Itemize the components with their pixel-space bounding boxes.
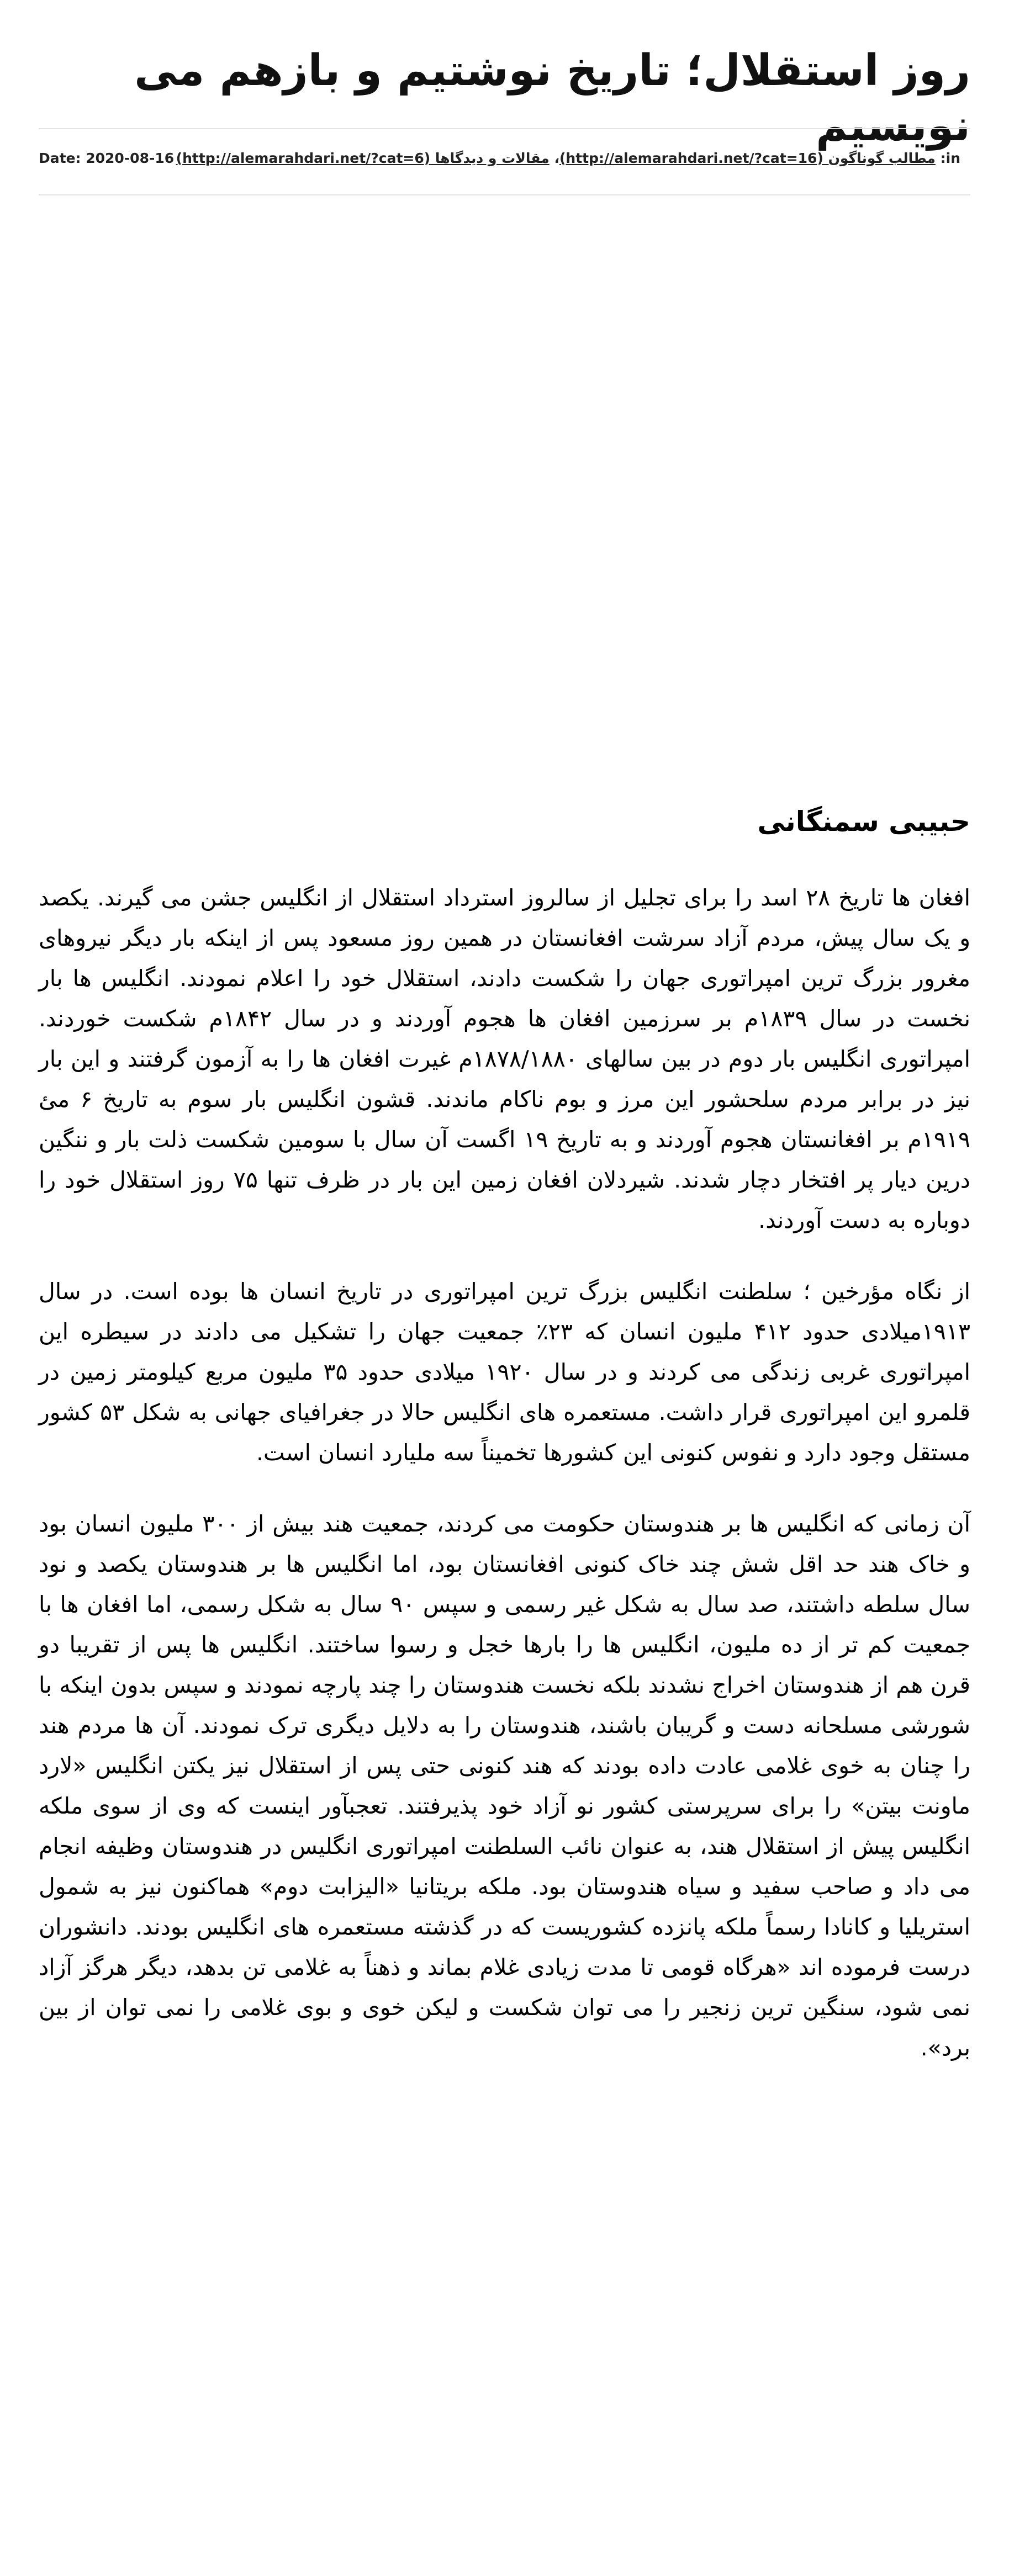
article-title: روز استقلال؛ تاریخ نوشتیم و بازهم می نویسیم bbox=[134, 46, 970, 151]
category-link-misc[interactable]: مطالب گوناگون (http://alemarahdari.net/?cat=16) bbox=[559, 150, 936, 166]
article-meta-bar bbox=[39, 128, 970, 195]
article-page bbox=[39, 0, 970, 2576]
article-body bbox=[39, 878, 970, 2099]
in-label: in: bbox=[940, 150, 960, 166]
post-date: Date: 2020-08-16 bbox=[39, 150, 175, 166]
category-links bbox=[176, 150, 960, 166]
article-paragraph-1: افغان ها تاریخ ۲۸ اسد را برای تجلیل از سالروز استرداد استقلال از انگلیس جشن می گیرند. یکصد و یک سال پیش، مردم آزاد سرشت افغانستان در همین روز مسعود پس از اینکه بار دیگر نیروهای مغرور بزرگ ترین امپراتوری جهان را شکست دادند، استقلال خود را اعلام نمودند. انگلیس ها بار نخست در سال ۱۸۳۹م بر سرزمین افغان ها هجوم آوردند و در سال ۱۸۴۲م شکست خوردند. امپراتوری انگلیس بار دوم در بین سالهای ۱۸۷۸/۱۸۸۰م غیرت افغان ها را به آزمون گرفتند و این بار نیز در برابر مردم سلحشور این مرز و بوم ناکام ماندند. قشون انگلیس بار سوم به تاریخ ۶ مئ ۱۹۱۹م بر افغانستان هجوم آوردند و به تاریخ ۱۹ اگست آن سال با سومین شکست ذلت بار و ننگین درین دیار پر افتخار دچار شدند. شیردلان افغان زمین این بار در ظرف تنها ۷۵ روز استقلال خود را دوباره به دست آوردند. bbox=[39, 884, 971, 1233]
category-link-articles[interactable]: مقالات و دیدگاها (http://alemarahdari.net/?cat=6) bbox=[176, 150, 550, 166]
category-separator: ، bbox=[554, 150, 559, 166]
article-paragraph-2: از نگاه مؤرخین ؛ سلطنت انگلیس بزرگ ترین امپراتوری در تاریخ انسان ها بوده است. در سال ۱۹۱۳میلادی حدود ۴۱۲ ملیون انسان که ۲۳٪ جمعیت جهان را تشکیل می دادند در سیطره این امپراتوری غربی زندگی می کردند و در سال ۱۹۲۰ میلادی حدود ۳۵ ملیون مربع کیلومتر زمین در قلمرو این امپراتوری قرار داشت. مستعمره های انگلیس حالا در جغرافیای جهانی به شکل ۵۳ کشور مستقل وجود دارد و نفوس کنونی این کشورها تخمیناً سه ملیارد انسان است. bbox=[39, 1278, 971, 1466]
blank-ad-space bbox=[39, 199, 970, 784]
author-name: حبیبی سمنگانی bbox=[757, 805, 970, 838]
article-paragraph-3: آن زمانی که انگلیس ها بر هندوستان حکومت می کردند، جمعیت هند بیش از ۳۰۰ ملیون انسان بود و خاک هند حد اقل شش چند خاک کنونی افغانستان بود، اما انگلیس ها بر هندوستان یکصد و نود سال سلطه داشتند، صد سال به شکل غیر رسمی و سپس ۹۰ سال به شکل رسمی، اما افغان ها با جمعیت کم تر از ده ملیون، انگلیس ها را بارها خجل و رسوا ساختند. انگلیس ها پس از تقریبا دو قرن هم از هندوستان اخراج نشدند بلکه نخست هندوستان را چند پارچه نمودند و سپس بدون اینکه با شورشی مسلحانه دست و گریبان باشند، هندوستان را به دلایل دیگری ترک نمودند. آن ها مردم هند را چنان به خوی غلامی عادت داده بودند که هند کنونی حتی پس از استقلال نیز یکتن انگلیس «لارد ماونت بیتن» را برای سرپرستی کشور نو آزاد خود پذیرفتند. تعجبآور اینست که وی از سوی ملکه انگلیس پیش از استقلال هند، به عنوان نائب السلطنت امپراتوری انگلیس در هندوستان وظیفه انجام می داد و صاحب سفید و سیاه هندوستان بود. ملکه بریتانیا «الیزابت دوم» هماکنون نیز به شمول استریلیا و کانادا رسماً ملکه پانزده کشوریست که در گذشته مستعمره های انگلیس بودند. دانشوران درست فرموده اند «هرگاه قومی تا مدت زیادی غلام بماند و ذهناً به غلامی تن بدهد، دیگر هرگز آزاد نمی شود، سنگین ترین زنجیر را می توان شکست و لیکن خوی و بوی غلامی را نمی توان از بین برد». bbox=[39, 1510, 970, 2061]
